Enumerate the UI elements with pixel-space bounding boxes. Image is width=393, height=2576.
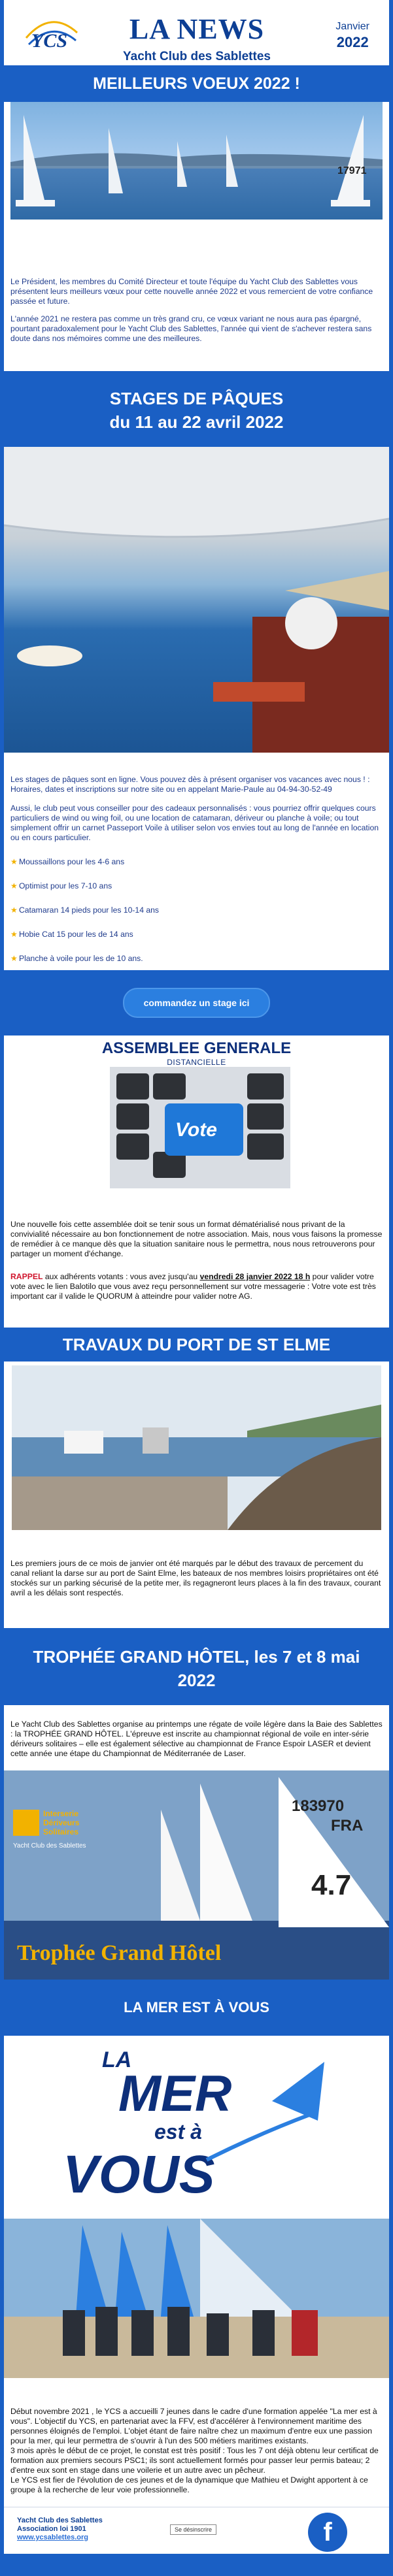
- newsletter-subtitle: Yacht Club des Sablettes: [123, 50, 271, 63]
- vote-keyboard-image: [110, 1067, 290, 1188]
- stage-item: [10, 954, 383, 964]
- section-ag: [4, 1191, 389, 1328]
- section-travaux: [4, 1530, 389, 1628]
- stage-item: [10, 881, 383, 891]
- section-stages: [4, 753, 389, 970]
- mer-group-photo: [4, 2219, 389, 2378]
- ag-paragraph-1: Une nouvelle fois cette assemblée doit se tenir sous un format dématérialisé nous privant de la convivialité nécessaire au bon fonctionnement de notre association. Mais, nous vous faisons la promesse de remédier à ce manque dès que la situation sanitaire nous le permettra, nous nous retrouverons pour partager un moment d'échange.: [10, 1220, 383, 1258]
- section-voeux: [4, 102, 389, 371]
- header-titles: [105, 14, 288, 64]
- stages-paragraph-1: Les stages de pâques sont en ligne. Vous pouvez dès à présent organiser vos vacances avec nous ! :: [10, 775, 370, 784]
- stage-item-label: Hobie Cat 15 pour les de 14 ans: [18, 930, 133, 939]
- footer-club-name: Yacht Club des Sablettes: [17, 2517, 103, 2524]
- newsletter-body: [4, 0, 389, 2554]
- stage-item-label: Catamaran 14 pieds pour les 10-14 ans: [18, 905, 160, 915]
- section-title-trophee: [4, 1628, 389, 1705]
- star-icon: ★: [10, 857, 18, 866]
- mer-text: [10, 2378, 383, 2507]
- section-title-stages: [4, 371, 389, 447]
- sailing-lesson-photo: [4, 447, 389, 753]
- stages-paragraph-3: Aussi, le club peut vous conseiller pour des cadeaux personnalisés : vous pourriez offrir quelques cours particuliers de wind ou wing foil, ou une location de catamaran, dériveur ou planche à voile; ou tout simplement offrir un carnet Passeport Voile à utiliser selon vos envies tout au long de l'année en location ou en cours particulier.: [10, 804, 379, 842]
- stages-paragraph-2: Horaires, dates et inscriptions sur notre site ou en appelant Marie-Paule au 04-94-30-52-49: [10, 785, 332, 794]
- stages-title-line-1: STAGES DE PÂQUES: [109, 389, 284, 408]
- trophee-title-line-2: 2022: [177, 1671, 216, 1690]
- facebook-icon[interactable]: [308, 2513, 347, 2552]
- footer-assoc: Association loi 1901: [17, 2525, 86, 2533]
- ag-text-part: aux adhérents votants : vous avez jusqu'au: [43, 1272, 200, 1281]
- trophee-title-line-1: TROPHÉE GRAND HÔTEL, les 7 et 8 mai: [33, 1647, 360, 1667]
- mer-paragraph-1: Début novembre 2021 , le YCS a accueilli 7 jeunes dans le cadre d'une formation appelée "La mer est à vous". L'objectif du YCS, en partenariat avec la FFV, est d'accélérer à l'environnement maritime des personnes éloignés de l'emploi. L'objet étant de faire naître chez un maximum d'entre eux une passion pour la mer, qui leur permettra de s'ouvrir à l'un des 500 métiers maritimes existants.: [10, 2407, 377, 2445]
- voeux-text: [10, 220, 383, 371]
- stage-item: [10, 905, 383, 915]
- ag-paragraph-2: [10, 1272, 383, 1301]
- stages-text: [10, 753, 383, 970]
- section-mer: [4, 2378, 389, 2507]
- newsletter-header: [4, 0, 389, 65]
- issue-date: [335, 21, 369, 51]
- voeux-paragraph-2: L'année 2021 ne restera pas comme un très grand cru, ce vœux variant ne nous aura pas épargné, pourtant paradoxalement pour le Yacht Club des Sablettes, l'année qui vient de s'achever restera sans doute dans nos mémoires comme une des meilleures.: [10, 314, 372, 343]
- stage-item-label: Planche à voile pour les de 10 ans.: [18, 954, 143, 963]
- travaux-paragraph: Les premiers jours de ce mois de janvier ont été marqués par le début des travaux de percement du canal reliant la darse sur au port de Saint Elme, les bateaux de nos membres loisirs propriétaires ont été stockés sur un parking sécurisé de la petite mer, ils regagneront leurs places à la fin des travaux, courant avril a les délais sont respectés.: [10, 1559, 381, 1597]
- regatta-photo: [10, 102, 383, 220]
- rappel-label: RAPPEL: [10, 1272, 43, 1281]
- logo-line-1: LA: [102, 2047, 132, 2072]
- issue-month: Janvier: [335, 21, 369, 32]
- logo-text: YCS: [31, 30, 68, 52]
- poster-club: Yacht Club des Sablettes: [13, 1842, 86, 1850]
- poster-tag-2: Dériveurs: [43, 1818, 80, 1827]
- unsubscribe-button[interactable]: Se désinscrire: [170, 2524, 216, 2535]
- stage-item-label: Moussaillons pour les 4-6 ans: [18, 857, 125, 866]
- port-photo-area: [4, 1361, 389, 1530]
- trophee-text: [10, 1705, 383, 1770]
- cta-area: [4, 970, 389, 1035]
- stage-item: [10, 857, 383, 867]
- stage-item: [10, 930, 383, 939]
- vote-deadline: vendredi 28 janvier 2022 18 h: [199, 1272, 311, 1281]
- logo-line-3: est à: [154, 2120, 202, 2144]
- footer-website-link[interactable]: www.ycsablettes.org: [17, 2534, 89, 2541]
- svg-text:17971: 17971: [337, 165, 367, 176]
- footer-club-info: [17, 2517, 103, 2542]
- section-title-travaux: TRAVAUX DU PORT DE ST ELME: [4, 1328, 389, 1361]
- mer-logo-area: [4, 2036, 389, 2219]
- newsletter-footer: [4, 2507, 389, 2554]
- section-title-mer: LA MER EST À VOUS: [124, 1999, 269, 2015]
- vote-key-label: Vote: [175, 1119, 217, 1141]
- issue-year: 2022: [336, 34, 369, 50]
- ag-text: [10, 1191, 383, 1328]
- logo-line-4: VOUS: [63, 2145, 215, 2204]
- ag-subtitle: DISTANCIELLE: [167, 1058, 226, 1067]
- voeux-paragraph-1: Le Président, les membres du Comité Directeur et toute l'équipe du Yacht Club des Sablettes vous présentent leurs meilleurs vœux pour cette nouvelle année 2022 et vous remercient de votre confiance passée et future.: [10, 277, 373, 306]
- newsletter-title: LA NEWS: [129, 13, 265, 45]
- stage-item-label: Optimist pour les 7-10 ans: [18, 881, 112, 890]
- star-icon: ★: [10, 930, 18, 939]
- section-title-voeux: MEILLEURS VOEUX 2022 !: [4, 65, 389, 102]
- sail-number-2: FRA: [331, 1817, 364, 1834]
- section-title-ag: [4, 1035, 389, 1067]
- star-icon: ★: [10, 954, 18, 963]
- star-icon: ★: [10, 905, 18, 915]
- ag-text-part: pour valider votre vote avec le lien Balotilo que vous avez reçu personnellement sur votre messagerie : Votre vote est très important car il valide le QUORUM à atteindre pour valider notre AG.: [10, 1272, 376, 1301]
- facebook-glyph: f: [323, 2517, 332, 2547]
- vote-photo-area: [4, 1067, 389, 1191]
- port-works-photo: [12, 1365, 381, 1530]
- stages-title-line-2: du 11 au 22 avril 2022: [109, 412, 284, 432]
- sail-number-3: 4.7: [311, 1869, 352, 1901]
- trophee-paragraph: Le Yacht Club des Sablettes organise au printemps une régate de voile légère dans la Baie des Sablettes : la TROPHÉE GRAND HÔTEL. L'épreuve est inscrite au championnat régional de voile en inter-série dériveurs solitaires – elle est également sélective au championnat de France Espoir LASER et devient cette année une étape du Championnat de Méditerranée de Laser.: [10, 1720, 383, 1758]
- poster-title: Trophée Grand Hôtel: [17, 1941, 222, 1965]
- logo-line-2: MER: [118, 2064, 232, 2122]
- mer-est-a-vous-logo: [4, 2036, 389, 2219]
- ycs-logo: [20, 7, 82, 59]
- star-icon: ★: [10, 881, 18, 890]
- poster-tag-3: Solitaires: [43, 1827, 79, 1836]
- poster-tag-1: Interserie: [43, 1809, 79, 1818]
- mer-paragraph-3: Le YCS est fier de l'évolution de ces jeunes et de la dynamique que Mathieu et Dwight apportent à ce groupe à la recherche de leur voie professionnelle.: [10, 2475, 368, 2494]
- section-trophee: [4, 1705, 389, 1770]
- trophee-poster: [4, 1770, 389, 1980]
- sail-number-1: 183970: [292, 1797, 345, 1815]
- mer-paragraph-2: 3 mois après le début de ce projet, le constat est très positif : Tous les 7 ont déjà obtenu leur certificat de formation aux premiers secours PSC1; ils sont actuellement formés pour passer leur permis bateau; 2 d'entre eux sont en stage dans une voilerie et un autre avec un pêcheur.: [10, 2446, 379, 2475]
- ag-title: ASSEMBLEE GENERALE: [101, 1039, 292, 1057]
- order-stage-button[interactable]: commandez un stage ici: [123, 988, 271, 1018]
- travaux-text: [10, 1530, 383, 1628]
